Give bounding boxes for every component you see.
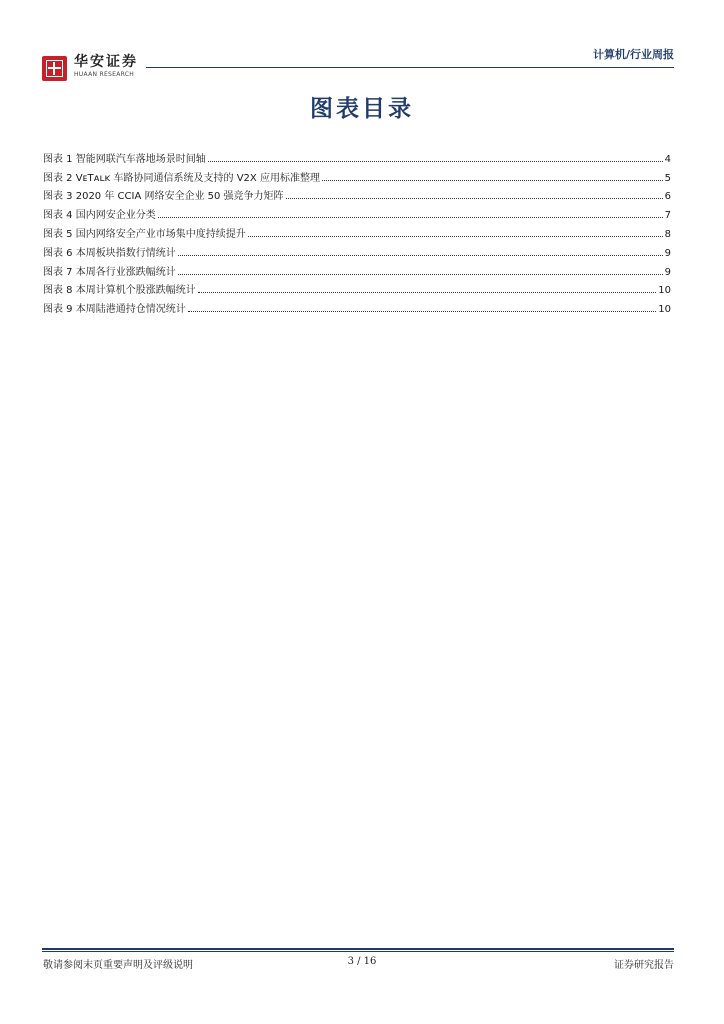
- toc-leader-dots: [208, 160, 663, 162]
- toc-leader-dots: [248, 235, 663, 237]
- toc-entry-label: 图表 7 本周各行业涨跌幅统计: [43, 266, 176, 278]
- toc-entry[interactable]: [43, 278, 671, 297]
- toc-entry[interactable]: [43, 240, 671, 259]
- toc-entry[interactable]: [43, 202, 671, 221]
- page-number: 3 / 16: [347, 956, 377, 967]
- section-label: 计算机/行业周报: [592, 48, 674, 61]
- toc-entry[interactable]: [43, 165, 671, 184]
- toc-leader-dots: [322, 179, 663, 181]
- toc-entry-page: 5: [664, 172, 671, 184]
- toc-entry-page: 4: [664, 153, 671, 165]
- toc-entry-label: 图表 6 本周板块指数行情统计: [43, 247, 176, 259]
- brand-name-en: HUAAN RESEARCH: [74, 71, 135, 78]
- table-of-figures: [43, 146, 671, 315]
- footer-divider-thin: [42, 951, 674, 952]
- page-title: 图表目录: [310, 96, 414, 122]
- toc-entry[interactable]: [43, 221, 671, 240]
- footer-divider: [42, 948, 674, 950]
- toc-entry-page: 9: [664, 247, 671, 259]
- page-header: [42, 40, 674, 86]
- toc-entry-label: 图表 8 本周计算机个股涨跌幅统计: [43, 285, 196, 297]
- brand-name-cn: 华安证券: [74, 54, 138, 70]
- huaan-logo-icon: [42, 56, 67, 81]
- toc-entry-label: 图表 3 2020 年 CCIA 网络安全企业 50 强竞争力矩阵: [43, 191, 284, 203]
- toc-leader-dots: [178, 273, 663, 275]
- toc-entry-page: 8: [664, 228, 671, 240]
- toc-entry[interactable]: [43, 296, 671, 315]
- toc-entry-page: 9: [664, 266, 671, 278]
- brand: [74, 54, 138, 79]
- toc-entry[interactable]: [43, 146, 671, 165]
- toc-entry-page: 10: [658, 304, 671, 316]
- toc-leader-dots: [178, 254, 663, 256]
- toc-entry[interactable]: [43, 184, 671, 203]
- toc-leader-dots: [198, 291, 657, 293]
- toc-entry-page: 7: [664, 210, 671, 222]
- toc-leader-dots: [286, 197, 663, 199]
- toc-entry-label: 图表 9 本周陆港通持仓情况统计: [43, 304, 186, 316]
- toc-leader-dots: [188, 310, 657, 312]
- toc-entry-page: 6: [664, 191, 671, 203]
- toc-entry-label: 图表 5 国内网络安全产业市场集中度持续提升: [43, 228, 246, 240]
- toc-entry[interactable]: [43, 259, 671, 278]
- toc-leader-dots: [158, 216, 663, 218]
- toc-entry-label: 图表 1 智能网联汽车落地场景时间轴: [43, 153, 206, 165]
- footer-disclaimer: 敬请参阅末页重要声明及评级说明: [43, 960, 193, 971]
- toc-entry-label: 图表 4 国内网安企业分类: [43, 210, 156, 222]
- toc-entry-label: 图表 2 VᴇTᴀʟᴋ 车路协同通信系统及支持的 V2X 应用标准整理: [43, 172, 320, 184]
- header-divider: [146, 67, 674, 68]
- footer-report-type: 证券研究报告: [614, 960, 674, 971]
- toc-entry-page: 10: [658, 285, 671, 297]
